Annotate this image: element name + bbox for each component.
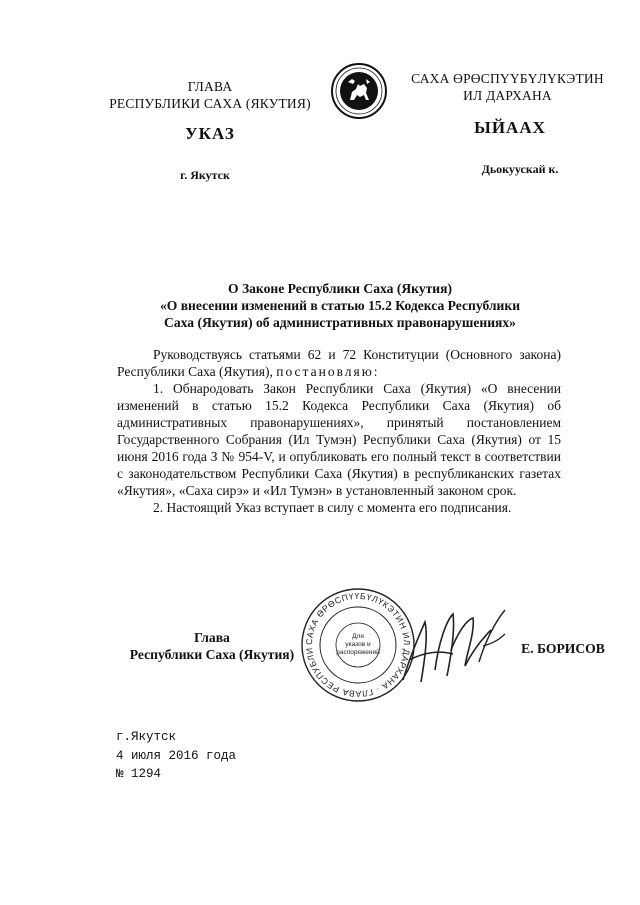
issuer-line-2: РЕСПУБЛИКИ САХА (ЯКУТИЯ) <box>109 96 311 111</box>
title-line-3: Саха (Якутия) об административных правонарушениях» <box>164 315 516 330</box>
doc-type-russian: УКАЗ <box>185 124 235 143</box>
footer-date: 4 июля 2016 года <box>116 748 237 763</box>
city-yakut: Дьокуускай к. <box>481 162 559 176</box>
issuer-block-russian <box>105 78 315 112</box>
footer-city: г.Якутск <box>116 730 177 744</box>
signature-scribble-icon <box>395 600 515 690</box>
issuer-line-1: ГЛАВА <box>187 79 233 94</box>
intro-paragraph <box>117 346 561 380</box>
doc-type-yakut: ЫЙААХ <box>474 118 546 137</box>
title-line-2: «О внесении изменений в статью 15.2 Кодекса Республики <box>159 298 521 313</box>
issuer-line-2-yakut: ИЛ ДАРХАНА <box>463 88 552 103</box>
coat-of-arms-emblem <box>330 62 388 120</box>
emblem-icon <box>330 62 388 120</box>
issuer-block-yakut <box>395 70 620 104</box>
item-1-paragraph: 1. Обнародовать Закон Республики Саха (Якутия) «О внесении изменений в статью 15.2 Кодекса Республики Саха (Якутия) об административных правонарушениях», принятый постановлением Государственного Собрания (Ил Тумэн) Республики Саха (Якутия) от 15 июня 2016 года З № 954-V, и опубликовать его полный текст в соответствии с законодательством Республики Саха (Якутия) в республиканских газетах «Якутия», «Саха сирэ» и «Ил Тумэн» в установленный законом срок. <box>117 381 561 498</box>
stamp-ring-text: САХА ӨРӨСПҮҮБҮЛҮКЭТИН ИЛ ДАРХАНА · ГЛАВА РЕСПУБЛИ <box>303 590 413 700</box>
stamp-center-line-3: распоряжений <box>336 649 380 656</box>
signatory-name: Е. БОРИСОВ <box>521 641 605 656</box>
document-body <box>117 346 561 516</box>
signatory-position <box>112 629 312 663</box>
issuer-line-1-yakut: САХА ӨРӨСПҮҮБҮЛҮКЭТИН <box>411 71 604 86</box>
intro-text: Руководствуясь статьями 62 и 72 Конституции (Основного закона) Республики Саха (Якутия), <box>117 347 561 379</box>
footer-block <box>116 728 236 784</box>
handwritten-signature <box>395 600 515 690</box>
item-2-paragraph: 2. Настоящий Указ вступает в силу с момента его подписания. <box>153 500 512 515</box>
decree-word: постановляю: <box>276 364 380 379</box>
stamp-center-line-2: указов и <box>345 641 371 648</box>
footer-number: № 1294 <box>116 767 162 781</box>
stamp-center-line-1: Для <box>352 633 364 640</box>
title-line-1: О Законе Республики Саха (Якутия) <box>227 281 453 296</box>
signatory-line-2: Республики Саха (Якутия) <box>129 647 295 662</box>
document-title <box>120 280 560 331</box>
signatory-line-1: Глава <box>194 630 230 645</box>
city-russian: г. Якутск <box>180 168 230 182</box>
